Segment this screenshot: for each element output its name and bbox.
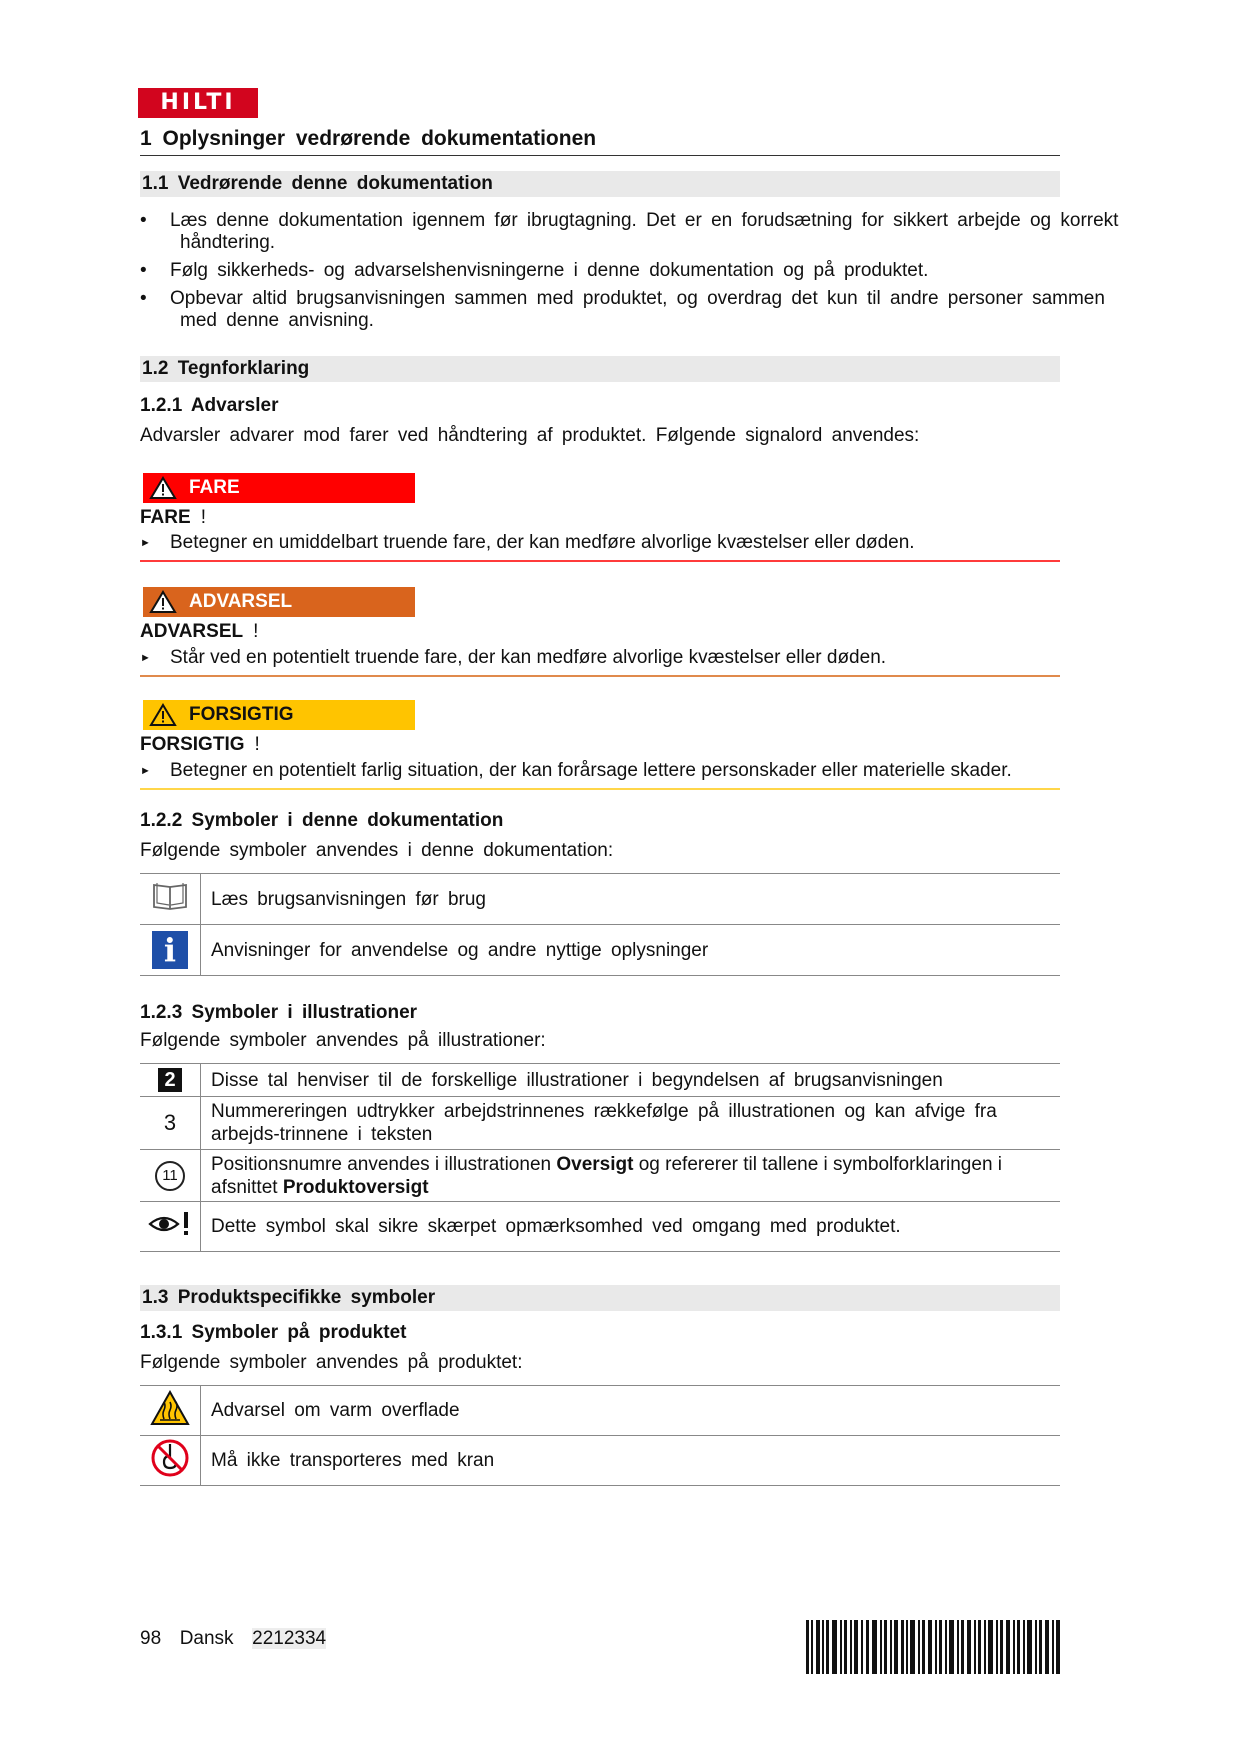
footer-code: 2212334 (252, 1628, 327, 1649)
signal-desc-forsigtig: ► Betegner en potentielt farlig situation, der kan forårsage lettere personskader eller materielle skader. (140, 760, 1060, 790)
bullet-item: • Opbevar altid brugsanvisningen sammen med produktet, og overdrag det kun til andre personer sammen med denne anvisning. (140, 288, 1140, 332)
heading-1-2-1: 1.2.1 Advarsler (140, 395, 279, 416)
symbol-text: Anvisninger for anvendelse og andre nyttige oplysninger (201, 925, 1061, 976)
signal-label: ADVARSEL (189, 591, 293, 612)
table-row (140, 1386, 1060, 1436)
doc-symbols-table (140, 873, 1060, 976)
symbol-text: Positionsnumre anvendes i illustrationen Oversigt og refererer til tallene i symbolforklaringen i afsnittet Produktoversigt (201, 1150, 1061, 1202)
signal-desc-advarsel: ► Står ved en potentielt truende fare, der kan medføre alvorlige kvæstelser eller døden. (140, 647, 1060, 677)
heading-1-2: 1.2 Tegnforklaring (140, 356, 1060, 382)
heading-1-1: 1.1 Vedrørende denne dokumentation (140, 171, 1060, 197)
symbol-text: Advarsel om varm overflade (201, 1386, 1061, 1436)
symbol-text: Dette symbol skal sikre skærpet opmærksomhed ved omgang med produktet. (201, 1202, 1061, 1252)
hot-surface-warning-icon (140, 1386, 201, 1436)
warning-triangle-icon (149, 590, 177, 614)
signal-bar-advarsel (143, 587, 415, 617)
arrow-icon: ► (140, 536, 151, 549)
bullet-list (140, 210, 1140, 338)
signal-label: FARE (189, 477, 240, 498)
arrow-icon: ► (140, 651, 151, 664)
table-row (140, 925, 1060, 976)
position-number-icon: 11 (155, 1161, 185, 1191)
bullet-item: • Læs denne dokumentation igennem før ibrugtagning. Det er en forudsætning for sikkert arbejde og korrekt håndtering. (140, 210, 1140, 254)
symbol-text: Disse tal henviser til de forskellige illustrationer i begyndelsen af brugsanvisningen (201, 1064, 1061, 1097)
table-row (140, 1202, 1060, 1252)
signal-word-forsigtig: FORSIGTIG ! (140, 734, 260, 755)
heading-1-2-2: 1.2.2 Symboler i denne dokumentation (140, 810, 504, 831)
signal-word-advarsel: ADVARSEL ! (140, 621, 259, 642)
signal-word-fare: FARE ! (140, 507, 206, 528)
doc-symbols-intro: Følgende symboler anvendes i denne dokumentation: (140, 840, 614, 861)
no-crane-transport-icon (140, 1436, 201, 1486)
table-row (140, 1436, 1060, 1486)
signal-bar-forsigtig (143, 700, 415, 730)
heading-1: 1 Oplysninger vedrørende dokumentationen (140, 127, 1060, 156)
table-row (140, 1097, 1060, 1150)
info-icon: i (152, 931, 188, 969)
book-icon (140, 874, 201, 925)
page-number: 98 (140, 1628, 162, 1649)
arrow-icon: ► (140, 764, 151, 777)
figure-number-icon: 2 (158, 1068, 182, 1092)
hilti-logo: HILTI (138, 88, 258, 118)
product-symbols-intro: Følgende symboler anvendes på produktet: (140, 1352, 523, 1373)
eye-attention-icon (140, 1202, 201, 1252)
warnings-intro: Advarsler advarer mod farer ved håndtering af produktet. Følgende signalord anvendes: (140, 425, 920, 446)
table-row (140, 874, 1060, 925)
table-row (140, 1064, 1060, 1097)
symbol-text: Nummereringen udtrykker arbejdstrinnenes rækkefølge på illustrationen og kan afvige fra arbejds-trinnene i teksten (201, 1097, 1061, 1150)
footer-language: Dansk (179, 1628, 234, 1649)
table-row (140, 1150, 1060, 1202)
barcode-icon (806, 1620, 1060, 1674)
symbol-text: Læs brugsanvisningen før brug (201, 874, 1061, 925)
bullet-item: • Følg sikkerheds- og advarselshenvisningerne i denne dokumentation og på produktet. (140, 260, 1140, 282)
heading-1-2-3: 1.2.3 Symboler i illustrationer (140, 1002, 418, 1023)
signal-bar-fare (143, 473, 415, 503)
heading-1-3-1: 1.3.1 Symboler på produktet (140, 1322, 407, 1343)
product-symbols-table (140, 1385, 1060, 1486)
signal-label: FORSIGTIG (189, 704, 294, 725)
symbol-text: Må ikke transporteres med kran (201, 1436, 1061, 1486)
warning-triangle-icon (149, 703, 177, 727)
signal-desc-fare: ► Betegner en umiddelbart truende fare, der kan medføre alvorlige kvæstelser eller døden. (140, 532, 1060, 562)
step-number-icon: 3 (163, 1110, 177, 1135)
page-footer (140, 1628, 326, 1650)
heading-1-3: 1.3 Produktspecifikke symboler (140, 1285, 1060, 1311)
warning-triangle-icon (149, 476, 177, 500)
illustration-symbols-intro: Følgende symboler anvendes på illustrationer: (140, 1030, 546, 1051)
illustration-symbols-table (140, 1063, 1060, 1252)
